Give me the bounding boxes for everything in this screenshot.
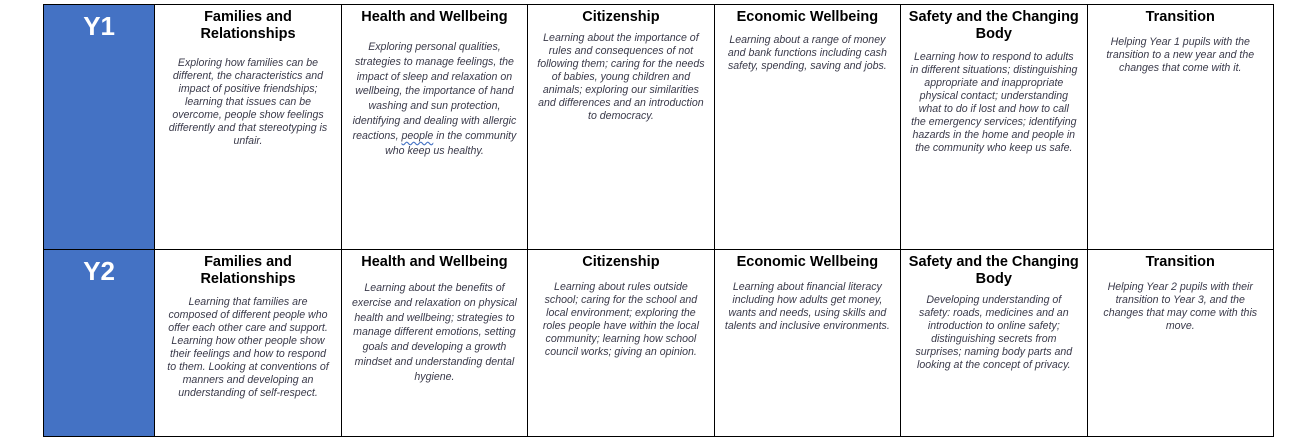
topic-description: Learning about a range of money and bank functions including cash safety, spending, saving and jobs. [727,34,887,72]
topic-description: Helping Year 1 pupils with the transition to a new year and the changes that come with it. [1106,36,1255,74]
topic-cell [528,250,714,437]
topic-title: Safety and the Changing Body [908,254,1079,287]
year-cell [44,250,155,437]
topic-cell [1087,5,1273,250]
year-row-y2 [44,250,1274,437]
topic-title: Safety and the Changing Body [908,9,1079,42]
topic-description: Developing understanding of safety: roads, medicines and an introduction to online safety; distinguishing secrets from surprises; naming body parts and looking at the concept of privacy. [915,294,1073,371]
topic-description: Learning about rules outside school; caring for the school and local environment; exploring the roles people have within the local community; learning how school council works; giving an opinion. [542,281,699,358]
year-cell [44,5,155,250]
topic-cell [341,5,527,250]
curriculum-table [43,4,1274,437]
topic-title: Transition [1145,9,1215,25]
topic-title: Health and Wellbeing [361,254,508,270]
spellcheck-underlined-word: people [401,129,434,142]
topic-description: Learning about financial literacy including how adults get money, wants and needs, using skills and talents and inclusive environments. [724,281,890,332]
year-label: Y2 [83,256,116,286]
topic-description: Learning how to respond to adults in different situations; distinguishing appropriate and inappropriate physical contact; understanding what to do if lost and how to call the emergency services; identifying hazards in the home and people in the community who keep us safe. [910,51,1078,154]
topic-description: Helping Year 2 pupils with their transition to Year 3, and the changes that may come with this move. [1103,281,1258,332]
topic-description: Learning about the importance of rules and consequences of not following them; caring for the needs of babies, young children and animals; exploring our similarities and differences and an introduction to democracy. [537,32,705,122]
topic-description: Exploring personal qualities, strategies to manage feelings, the impact of sleep and relaxation on wellbeing, the importance of hand washing and sun protection, identifying and dealing with allergic reactions, people in the community who keep us healthy. [352,41,517,157]
topic-description: Exploring how families can be different, the characteristics and impact of positive friendships; learning that issues can be overcome, people show feelings differently and that stereotyping is unfair. [168,57,328,147]
topic-cell [341,250,527,437]
topic-title: Economic Wellbeing [736,254,879,270]
topic-cell [901,5,1087,250]
topic-cell [714,5,900,250]
topic-cell [1087,250,1273,437]
topic-title: Transition [1145,254,1215,270]
topic-cell [528,5,714,250]
topic-title: Families and Relationships [200,254,296,287]
topic-cell [714,250,900,437]
year-label: Y1 [83,11,116,41]
topic-cell [155,250,341,437]
topic-title: Citizenship [582,9,660,25]
year-row-y1 [44,5,1274,250]
topic-title: Health and Wellbeing [361,9,508,25]
topic-cell [901,250,1087,437]
topic-title: Citizenship [582,254,660,270]
topic-title: Families and Relationships [200,9,296,42]
topic-description: Learning that families are composed of different people who offer each other care and support. Learning how other people show their feelings and how to respond to them. Looking at conventions of manners and developing an understanding of self-respect. [167,296,329,399]
topic-title: Economic Wellbeing [736,9,879,25]
topic-cell [155,5,341,250]
topic-description: Learning about the benefits of exercise and relaxation on physical health and wellbeing; strategies to manage different emotions, setting goals and developing a growth mindset and understanding dental hygiene. [352,282,517,383]
